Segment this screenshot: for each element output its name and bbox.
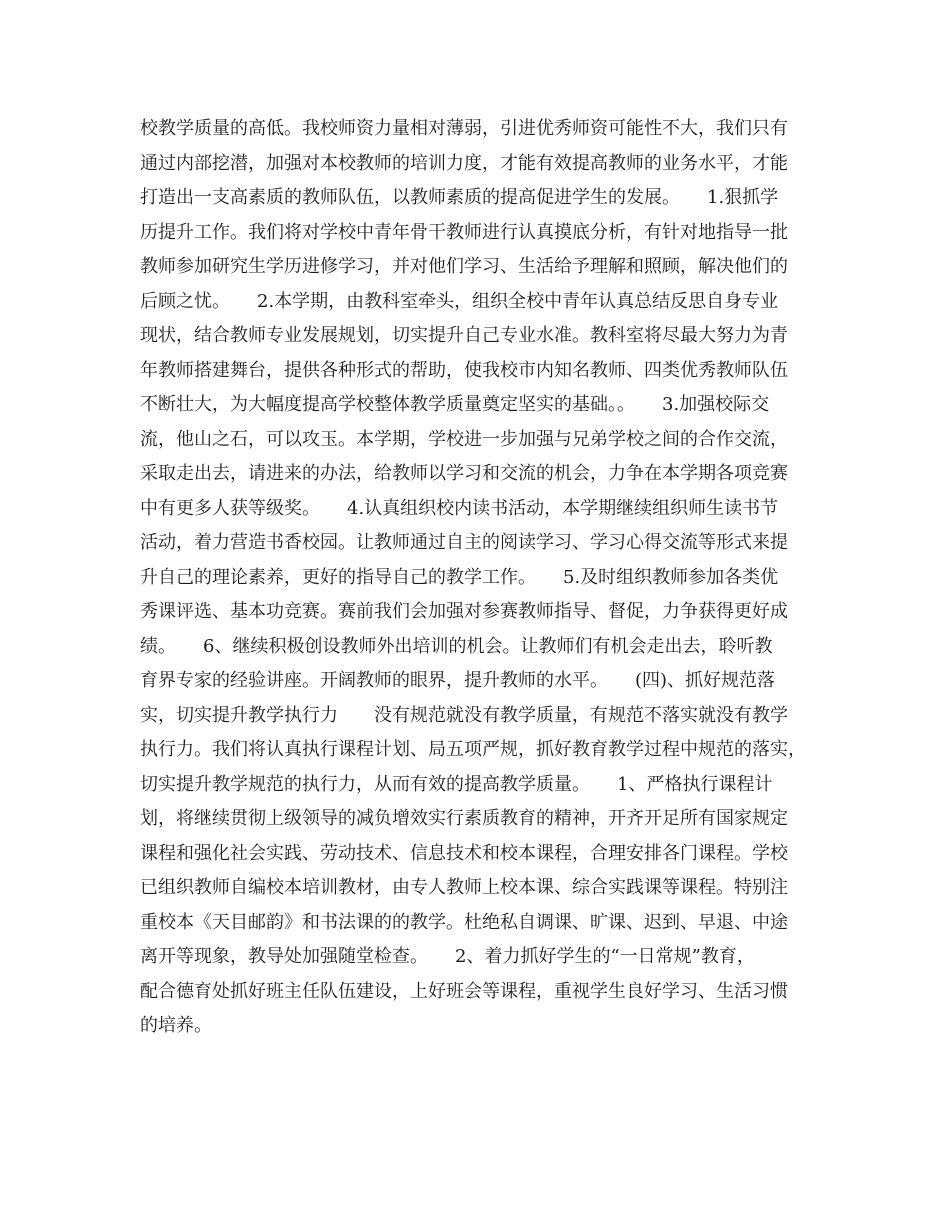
text-line: 育界专家的经验讲座。开阔教师的眼界，提升教师的水平。 (四)、抓好规范落 xyxy=(140,670,776,691)
text-line: 实，切实提升教学执行力 没有规范就没有教学质量，有规范不落实就没有教学 xyxy=(140,704,788,726)
text-line: 通过内部挖潜，加强对本校教师的培训力度，才能有效提高教师的业务水平，才能 xyxy=(140,152,788,174)
text-line: 升自己的理论素养，更好的指导自己的教学工作。 5.及时组织教师参加各类优 xyxy=(140,566,779,588)
text-line: 活动，着力营造书香校园。让教师通过自主的阅读学习、学习心得交流等形式来提 xyxy=(140,532,788,553)
text-line: 绩。 6、继续积极创设教师外出培训的机会。让教师们有机会走出去，聆听教 xyxy=(140,635,773,657)
text-line: 打造出一支高素质的教师队伍，以教师素质的提高促进学生的发展。 1.狠抓学 xyxy=(140,187,779,208)
text-line: 秀课评选、基本功竞赛。赛前我们会加强对参赛教师指导、督促，力争获得更好成 xyxy=(140,601,788,622)
document-body xyxy=(140,112,820,1044)
text-line: 离开等现象，教导处加强随堂检查。 2、着力抓好学生的“一日常规”教育， xyxy=(140,946,755,967)
text-line: 切实提升教学规范的执行力，从而有效的提高教学质量。 1、严格执行课程计 xyxy=(140,773,773,795)
text-line: 中有更多人获等级奖。 4.认真组织校内读书活动，本学期继续组织师生读书节 xyxy=(140,497,779,519)
text-line: 划，将继续贯彻上级领导的减负增效实行素质教育的精神，开齐开足所有国家规定 xyxy=(140,808,788,829)
text-line: 不断壮大，为大幅度提高学校整体教学质量奠定坚实的基础。。 3.加强校际交 xyxy=(140,394,770,415)
text-line: 年教师搭建舞台，提供各种形式的帮助，使我校市内知名教师、四类优秀教师队伍 xyxy=(140,359,788,381)
text-line: 的培养。 xyxy=(140,1015,212,1036)
text-line: 校教学质量的高低。我校师资力量相对薄弱，引进优秀师资可能性不大，我们只有 xyxy=(140,118,788,139)
text-line: 执行力。我们将认真执行课程计划、局五项严规，抓好教育教学过程中规范的落实， xyxy=(140,739,806,760)
text-line: 重校本《天目邮韵》和书法课的的教学。杜绝私自调课、旷课、迟到、早退、中途 xyxy=(140,911,788,933)
text-line: 采取走出去，请进来的办法，给教师以学习和交流的机会，力争在本学期各项竞赛 xyxy=(140,463,788,484)
text-line: 已组织教师自编校本培训教材，由专人教师上校本课、综合实践课等课程。特别注 xyxy=(140,877,788,898)
text-line: 流，他山之石，可以攻玉。本学期，学校进一步加强与兄弟学校之间的合作交流， xyxy=(140,428,788,450)
text-line: 后顾之忧。 2.本学期，由教科室牵头，组织全校中青年认真总结反思自身专业 xyxy=(140,290,779,312)
text-line: 配合德育处抓好班主任队伍建设，上好班会等课程，重视学生良好学习、生活习惯 xyxy=(140,980,788,1002)
text-line: 教师参加研究生学历进修学习，并对他们学习、生活给予理解和照顾，解决他们的 xyxy=(140,256,788,277)
text-line: 现状，结合教师专业发展规划，切实提升自己专业水准。教科室将尽最大努力为青 xyxy=(140,325,788,346)
text-line: 课程和强化社会实践、劳动技术、信息技术和校本课程，合理安排各门课程。学校 xyxy=(140,842,788,864)
text-line: 历提升工作。我们将对学校中青年骨干教师进行认真摸底分析，有针对地指导一批 xyxy=(140,221,788,243)
